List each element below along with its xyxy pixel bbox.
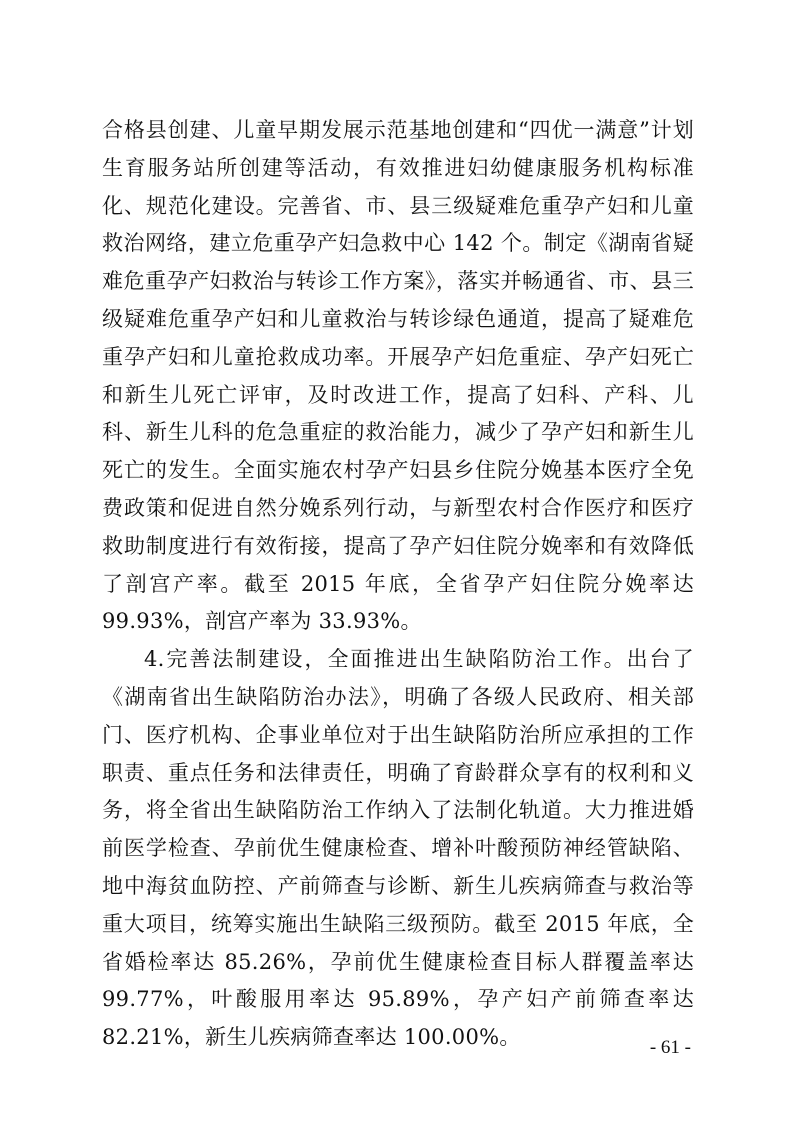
paragraph-continuation: 合格县创建、儿童早期发展示范基地创建和“四优一满意”计划生育服务站所创建等活动，有效推进妇幼健康服务机构标准化、规范化建设。完善省、市、县三级疑难危重孕产妇和儿童救治网络，建立危重孕产妇急救中心 142 个。制定《湖南省疑难危重孕产妇救治与转诊工作方案》，落实并畅通省、市、县三级疑难危重孕产妇和儿童救治与转诊绿色通道，提高了疑难危重孕产妇和儿童抢救成功率。开展孕产妇危重症、孕产妇死亡和新生儿死亡评审，及时改进工作，提高了妇科、产科、儿科、新生儿科的危急重症的救治能力，减少了孕产妇和新生儿死亡的发生。全面实施农村孕产妇县乡住院分娩基本医疗全免费政策和促进自然分娩系列行动，与新型农村合作医疗和医疗救助制度进行有效衔接，提高了孕产妇住院分娩率和有效降低了剖宫产率。截至 2015 年底，全省孕产妇住院分娩率达 99.93%，剖宫产率为 33.93%。 — [102, 118, 694, 634]
body-text — [102, 112, 694, 1057]
page-number: - 61 - — [649, 1037, 691, 1058]
paragraph-birth-defect-prevention: 4.完善法制建设，全面推进出生缺陷防治工作。出台了《湖南省出生缺陷防治办法》，明确了各级人民政府、相关部门、医疗机构、企事业单位对于出生缺陷防治所应承担的工作职责、重点任务和法律责任，明确了育龄群众享有的权利和义务，将全省出生缺陷防治工作纳入了法制化轨道。大力推进婚前医学检查、孕前优生健康检查、增补叶酸预防神经管缺陷、地中海贫血防控、产前筛查与诊断、新生儿疾病筛查与救治等重大项目，统筹实施出生缺陷三级预防。截至 2015 年底，全省婚检率达 85.26%，孕前优生健康检查目标人群覆盖率达 99.77%，叶酸服用率达 95.89%，孕产妇产前筛查率达 82.21%，新生儿疾病筛查率达 100.00%。 — [102, 647, 694, 1050]
